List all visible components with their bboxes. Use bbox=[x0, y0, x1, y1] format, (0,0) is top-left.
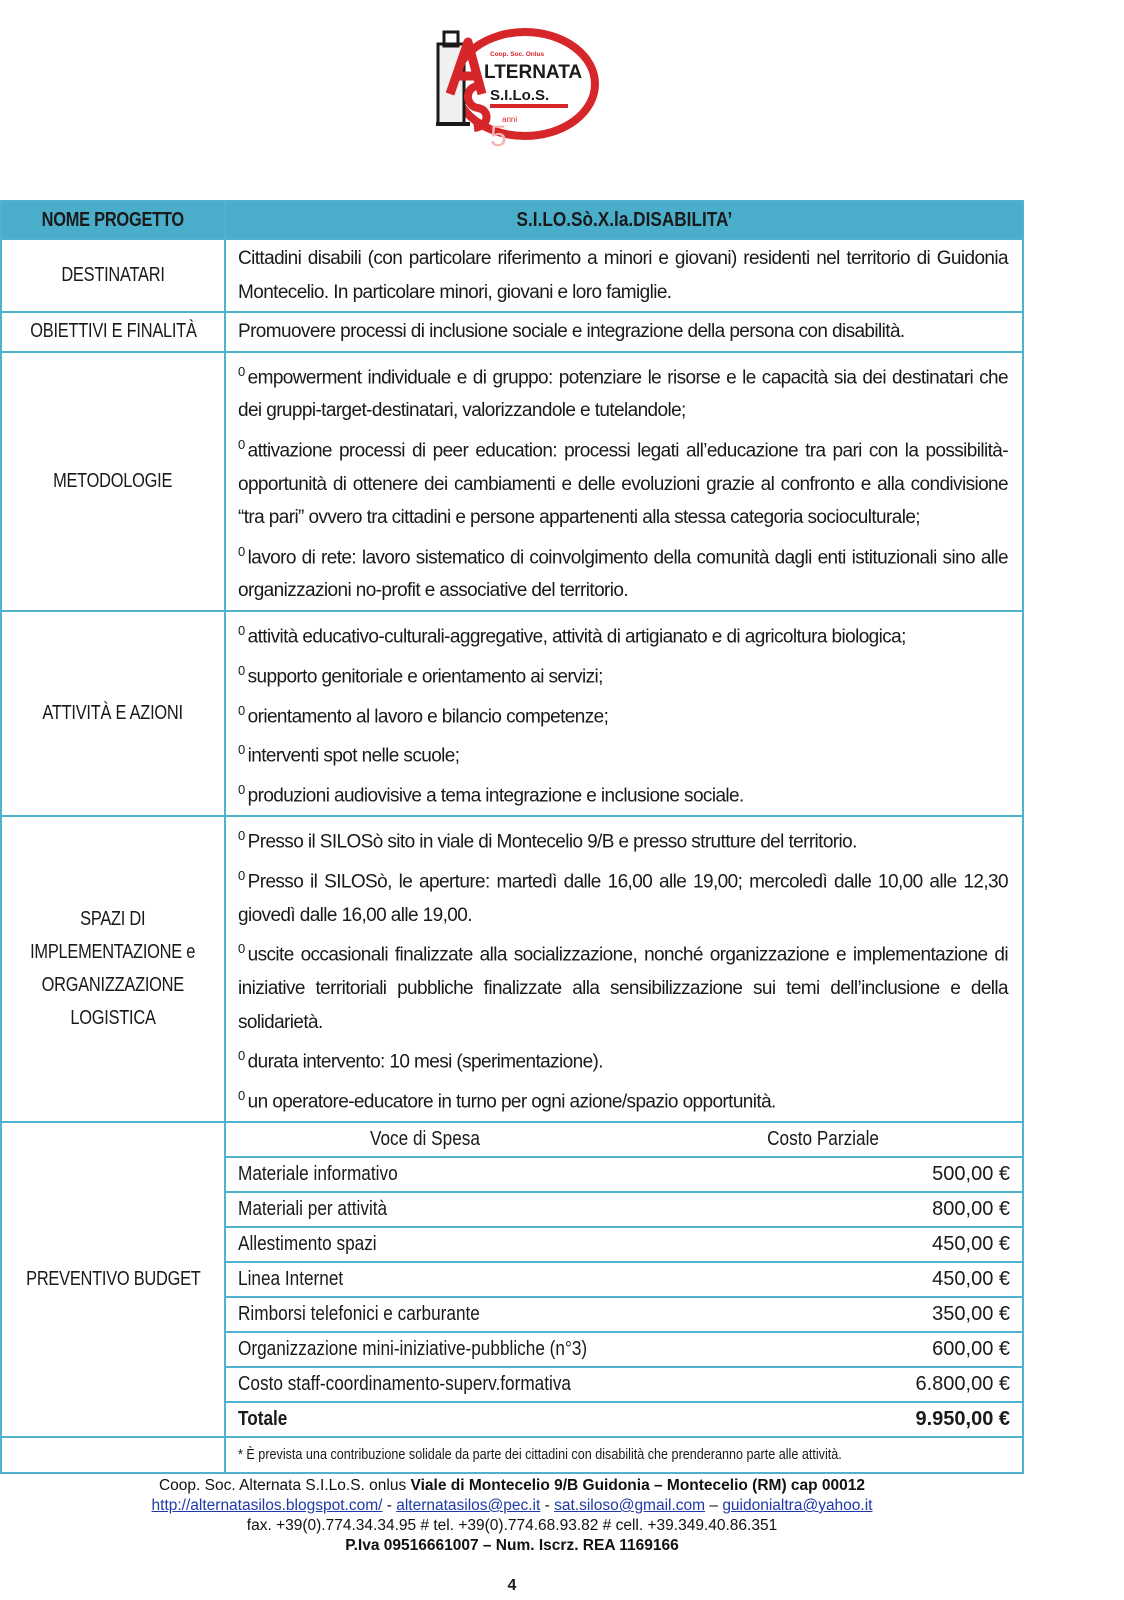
bullet-marker: 0 bbox=[238, 1048, 245, 1064]
budget-voce bbox=[226, 1227, 624, 1262]
spazi-item-text: Presso il SILOSò, le aperture: martedì dalle 16,00 alle 19,00; mercoledì dalle 10,00 alle 12,30 giovedì dalle 16,00 alle 19,00. bbox=[238, 871, 1008, 926]
destinatari-label-cell bbox=[1, 239, 225, 312]
table-header-row bbox=[1, 201, 1023, 239]
svg-text:Coop. Soc. Onlus: Coop. Soc. Onlus bbox=[490, 51, 545, 58]
obiettivi-label: OBIETTIVI E FINALITÀ bbox=[29, 320, 197, 343]
bullet-marker: 0 bbox=[238, 828, 245, 844]
destinatari-text: Cittadini disabili (con particolare riferimento a minori e giovani) residenti nel territorio di Guidonia Montecelio. In particolare minori, giovani e loro famiglie. bbox=[238, 248, 1008, 303]
note-text: * È prevista una contribuzione solidale da parte dei cittadini con disabilità che prenderanno parte alle attività. bbox=[238, 1446, 842, 1464]
attivita-item-text: supporto genitoriale e orientamento ai servizi; bbox=[247, 666, 603, 688]
attivita-content bbox=[225, 611, 1023, 816]
project-name: S.I.LO.Sò.X.la.DISABILITA’ bbox=[516, 208, 732, 231]
budget-voce bbox=[226, 1262, 624, 1297]
obiettivi-content bbox=[225, 312, 1023, 352]
page-footer bbox=[0, 1476, 1024, 1556]
bullet-marker: 0 bbox=[238, 941, 245, 957]
bullet-marker: 0 bbox=[238, 622, 245, 638]
budget-voce bbox=[226, 1157, 624, 1192]
spazi-item-text: durata intervento: 10 mesi (sperimentazione). bbox=[247, 1051, 603, 1073]
budget-item-row bbox=[226, 1157, 1022, 1192]
footer-vat-line: P.Iva 09516661007 – Num. Iscrz. REA 1169166 bbox=[345, 1537, 679, 1554]
header-label-cell bbox=[1, 201, 225, 239]
budget-header-row bbox=[226, 1123, 1022, 1157]
budget-voce-text: Linea Internet bbox=[238, 1267, 344, 1290]
spazi-content bbox=[225, 816, 1023, 1122]
metodologie-item-text: attivazione processi di peer education: processi legati all’educazione tra pari con la possibilità-opportunità di ottenere dei cambiamenti e delle evoluzioni grazie al confronto e alla condivisione “tra pari” ovvero tra cittadini e persone appartenenti alla stessa categoria socioculturale; bbox=[238, 440, 1008, 529]
bullet-marker: 0 bbox=[238, 1087, 245, 1103]
budget-item-row bbox=[226, 1297, 1022, 1332]
budget-costo: 600,00 € bbox=[624, 1332, 1022, 1367]
spazi-item bbox=[238, 1039, 1008, 1079]
obiettivi-label-cell bbox=[1, 312, 225, 352]
budget-table bbox=[226, 1123, 1022, 1436]
attivita-item-text: attività educativo-culturali-aggregative, attività di artigianato e di agricoltura biologica; bbox=[247, 626, 906, 648]
spazi-label-cell bbox=[1, 816, 225, 1122]
attivita-item-text: interventi spot nelle scuole; bbox=[247, 745, 460, 767]
metodologie-item-text: empowerment individuale e di gruppo: potenziare le risorse e le capacità sia dei destinatari che dei gruppi-target-destinatari, valorizzandole e tutelandole; bbox=[238, 366, 1008, 422]
spazi-item bbox=[238, 859, 1008, 932]
metodologie-item bbox=[238, 535, 1008, 608]
footer-address: Viale di Montecelio 9/B Guidonia – Montecelio (RM) cap 00012 bbox=[410, 1477, 866, 1494]
spazi-label-line: LOGISTICA bbox=[70, 1006, 156, 1029]
spazi-item bbox=[238, 932, 1008, 1039]
attivita-item bbox=[238, 733, 1008, 773]
note-empty-cell bbox=[1, 1437, 225, 1473]
bullet-marker: 0 bbox=[238, 543, 245, 559]
budget-voce bbox=[226, 1297, 624, 1332]
budget-item-row bbox=[226, 1192, 1022, 1227]
bullet-marker: 0 bbox=[238, 702, 245, 718]
budget-item-row bbox=[226, 1227, 1022, 1262]
note-cell bbox=[225, 1437, 1023, 1473]
attivita-item bbox=[238, 614, 1008, 654]
svg-text:anni: anni bbox=[502, 115, 518, 124]
budget-label-cell bbox=[1, 1122, 225, 1437]
header-label: NOME PROGETTO bbox=[41, 208, 185, 231]
budget-col-costo bbox=[624, 1123, 1022, 1157]
spazi-label-line: SPAZI DI bbox=[80, 907, 146, 930]
footer-links-line bbox=[0, 1496, 1024, 1516]
obiettivi-text: Promuovere processi di inclusione sociale e integrazione della persona con disabilità. bbox=[238, 321, 905, 342]
budget-voce-text: Costo staff-coordinamento-superv.formativa bbox=[238, 1372, 572, 1395]
destinatari-label: DESTINATARI bbox=[61, 264, 165, 286]
alternata-silos-logo bbox=[430, 14, 600, 154]
attivita-label: ATTIVITÀ E AZIONI bbox=[42, 702, 184, 725]
attivita-item-text: orientamento al lavoro e bilancio competenze; bbox=[247, 705, 609, 727]
attivita-row bbox=[1, 611, 1023, 816]
attivita-item bbox=[238, 773, 1008, 813]
footer-separator: - bbox=[382, 1497, 397, 1514]
bullet-marker: 0 bbox=[238, 662, 245, 678]
page-number: 4 bbox=[507, 1577, 517, 1594]
footer-separator: - bbox=[540, 1497, 555, 1514]
budget-voce-text: Organizzazione mini-iniziative-pubbliche (n°3) bbox=[238, 1337, 588, 1360]
budget-row bbox=[1, 1122, 1023, 1437]
destinatari-content bbox=[225, 239, 1023, 312]
bullet-marker: 0 bbox=[238, 867, 245, 883]
budget-col-voce bbox=[226, 1123, 624, 1157]
budget-costo: 500,00 € bbox=[624, 1157, 1022, 1192]
spazi-item-text: uscite occasionali finalizzate alla socializzazione, nonché organizzazione e implementazione di iniziative territoriali pubbliche finalizzate alla sensibilizzazione sui temi dell’inclusione e della solidarietà. bbox=[238, 944, 1008, 1033]
budget-costo: 6.800,00 € bbox=[624, 1367, 1022, 1402]
attivita-item-text: produzioni audiovisive a tema integrazione e inclusione sociale. bbox=[247, 785, 744, 807]
budget-voce-text: Materiale informativo bbox=[238, 1162, 398, 1185]
attivita-item bbox=[238, 694, 1008, 734]
spazi-label-line: ORGANIZZAZIONE bbox=[41, 973, 185, 996]
budget-label: PREVENTIVO BUDGET bbox=[25, 1267, 201, 1290]
svg-text:S.I.Lo.S.: S.I.Lo.S. bbox=[490, 87, 550, 104]
company-logo bbox=[430, 14, 600, 154]
budget-col-voce-text: Voce di Spesa bbox=[370, 1127, 480, 1150]
svg-text:LTERNATA: LTERNATA bbox=[484, 62, 583, 83]
budget-total-row bbox=[226, 1402, 1022, 1436]
bullet-marker: 0 bbox=[238, 363, 245, 379]
budget-voce bbox=[226, 1367, 624, 1402]
budget-total-value: 9.950,00 € bbox=[915, 1407, 1010, 1430]
bullet-marker: 0 bbox=[238, 436, 245, 452]
metodologie-item-text: lavoro di rete: lavoro sistematico di coinvolgimento della comunità dagli enti istituzionali sino alle organizzazioni no-profit e associative del territorio. bbox=[238, 546, 1008, 602]
spazi-item-text: un operatore-educatore in turno per ogni azione/spazio opportunità. bbox=[247, 1091, 776, 1113]
bullet-marker: 0 bbox=[238, 742, 245, 758]
footer-address-line bbox=[0, 1476, 1024, 1496]
spazi-item bbox=[238, 1079, 1008, 1119]
budget-voce bbox=[226, 1332, 624, 1367]
budget-voce bbox=[226, 1192, 624, 1227]
budget-item-row bbox=[226, 1332, 1022, 1367]
budget-costo: 350,00 € bbox=[624, 1297, 1022, 1332]
budget-content bbox=[225, 1122, 1023, 1437]
metodologie-content bbox=[225, 352, 1023, 611]
bullet-marker: 0 bbox=[238, 782, 245, 798]
spazi-row bbox=[1, 816, 1023, 1122]
attivita-label-cell bbox=[1, 611, 225, 816]
budget-voce-text: Materiali per attività bbox=[238, 1197, 388, 1220]
svg-text:5: 5 bbox=[490, 120, 507, 153]
budget-costo: 450,00 € bbox=[624, 1262, 1022, 1297]
footer-phone-line: fax. +39(0).774.34.34.95 # tel. +39(0).774.68.93.82 # cell. +39.349.40.86.351 bbox=[246, 1517, 778, 1534]
budget-total-label bbox=[226, 1402, 624, 1436]
attivita-item bbox=[238, 654, 1008, 694]
footer-separator: – bbox=[705, 1497, 723, 1514]
spazi-label-line: IMPLEMENTAZIONE e bbox=[30, 940, 196, 963]
blog-link[interactable]: http://alternatasilos.blogspot.com/ bbox=[151, 1497, 383, 1514]
metodologie-row bbox=[1, 352, 1023, 611]
budget-item-row bbox=[226, 1262, 1022, 1297]
metodologie-label: METODOLOGIE bbox=[53, 469, 173, 492]
metodologie-item bbox=[238, 355, 1008, 428]
budget-total-label-text: Totale bbox=[238, 1407, 288, 1430]
metodologie-label-cell bbox=[1, 352, 225, 611]
obiettivi-row bbox=[1, 312, 1023, 352]
project-name-cell bbox=[225, 201, 1023, 239]
yahoo-link[interactable]: guidonialtra@yahoo.it bbox=[722, 1497, 873, 1514]
budget-item-row bbox=[226, 1367, 1022, 1402]
budget-voce-text: Allestimento spazi bbox=[238, 1232, 377, 1255]
budget-costo: 800,00 € bbox=[624, 1192, 1022, 1227]
project-table bbox=[0, 200, 1024, 1474]
budget-voce-text: Rimborsi telefonici e carburante bbox=[238, 1302, 480, 1325]
budget-costo: 450,00 € bbox=[624, 1227, 1022, 1262]
note-row bbox=[1, 1437, 1023, 1473]
metodologie-item bbox=[238, 428, 1008, 535]
destinatari-row bbox=[1, 239, 1023, 312]
gmail-link[interactable]: sat.siloso@gmail.com bbox=[554, 1497, 706, 1514]
pec-email-link[interactable]: alternatasilos@pec.it bbox=[396, 1497, 541, 1514]
budget-col-costo-text: Costo Parziale bbox=[767, 1127, 879, 1150]
spazi-item-text: Presso il SILOSò sito in viale di Montecelio 9/B e presso strutture del territorio. bbox=[247, 831, 857, 853]
footer-company: Coop. Soc. Alternata S.I.Lo.S. onlus bbox=[158, 1477, 407, 1494]
spazi-item bbox=[238, 819, 1008, 859]
